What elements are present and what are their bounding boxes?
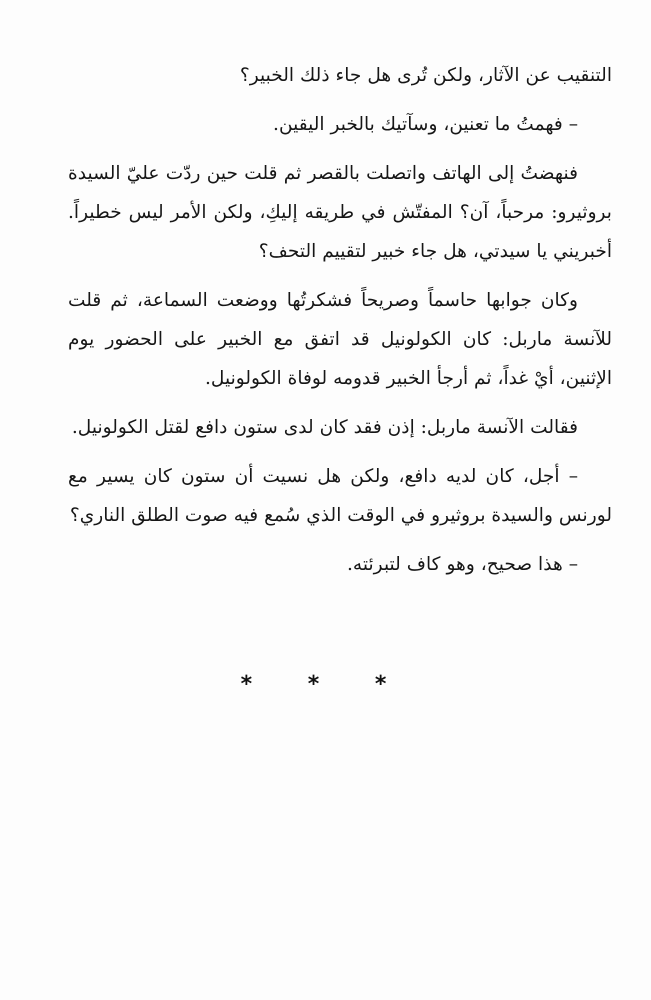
paragraph-phone-call: فنهضتُ إلى الهاتف واتصلت بالقصر ثم قلت حين ردّت عليّ السيدة بروثيرو: مرحباً، آن؟ المفتّش في طريقه إليكِ، ولكن الأمر ليس خطيراً. أخبريني يا سيدتي، هل جاء خبير لتقييم التحف؟ [68, 163, 612, 262]
section-separator: * * * [240, 672, 411, 697]
paragraph-dialogue: – أجل، كان لديه دافع، ولكن هل نسيت أن ستون كان يسير مع لورنس والسيدة بروثيرو في الوقت الذي سُمع فيه صوت الطلق الناري؟ [68, 466, 612, 526]
paragraph-dialogue: – هذا صحيح، وهو كاف لتبرئته. [347, 554, 578, 575]
paragraph-dialogue: – فهمتُ ما تعنين، وسآتيك بالخبر اليقين. [273, 114, 578, 135]
paragraph-answer: وكان جوابها حاسماً وصريحاً فشكرتُها ووضعت السماعة، ثم قلت للآنسة ماربل: كان الكولونيل قد اتفق مع الخبير على الحضور يوم الإثنين، أيْ غداً، ثم أرجأ الخبير قدومه لوفاة الكولونيل. [68, 290, 612, 389]
paragraph-miss-marple: فقالت الآنسة ماربل: إذن فقد كان لدى ستون دافع لقتل الكولونيل. [71, 417, 578, 438]
body-text [68, 56, 612, 594]
paragraph-continuation: التنقيب عن الآثار، ولكن تُرى هل جاء ذلك الخبير؟ [239, 65, 612, 86]
